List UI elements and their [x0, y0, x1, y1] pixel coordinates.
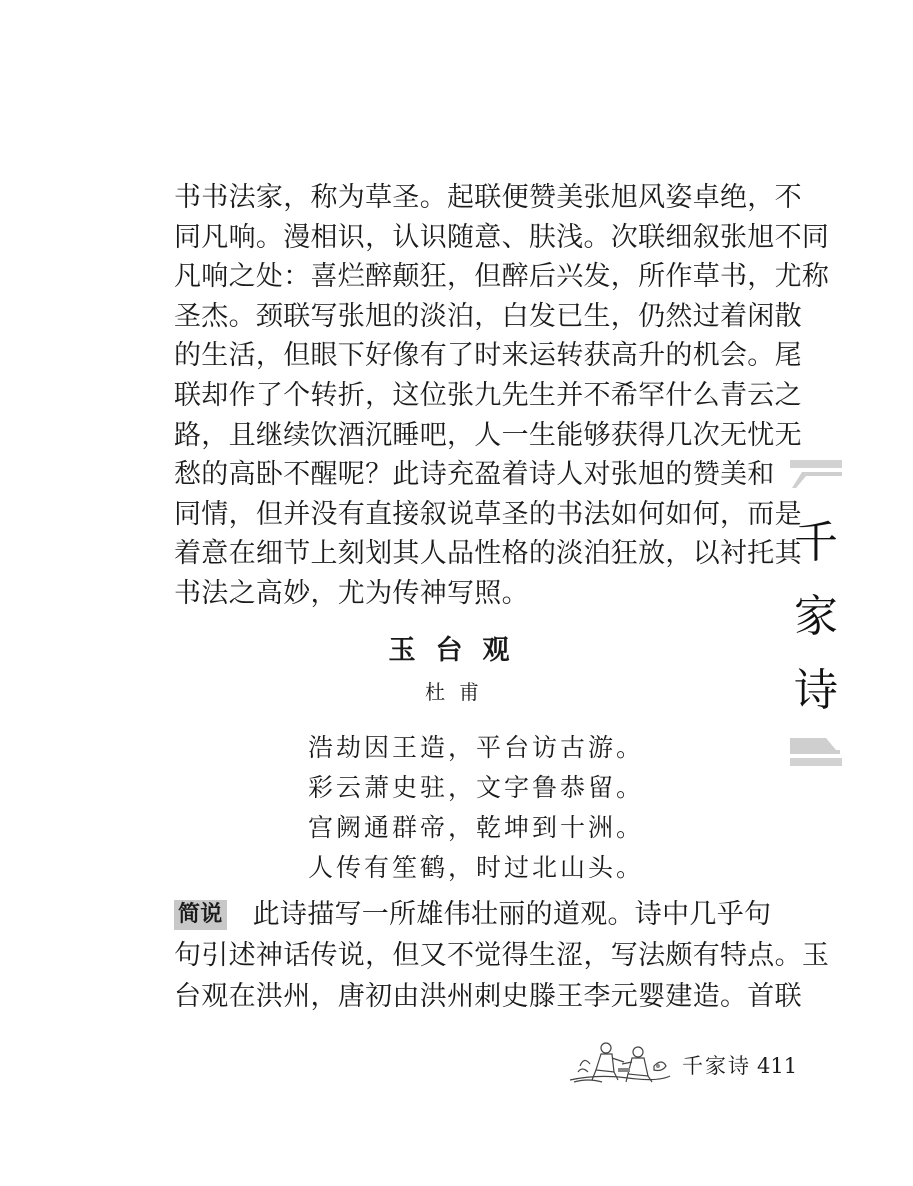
paragraph-line: 同凡响。漫相识，认识随意、肤浅。次联细叙张旭不同 — [174, 221, 830, 253]
poem-line: 人传有笙鹤，时过北山头。 — [308, 853, 645, 882]
paragraph-line: 圣杰。颈联写张旭的淡泊，白发已生，仍然过着闲散 — [174, 300, 802, 332]
note-line — [174, 894, 772, 935]
page-number: 411 — [757, 1054, 798, 1078]
chapter-side-tab — [790, 460, 842, 766]
poem-body — [308, 728, 644, 888]
tab-char: 千 — [794, 517, 838, 568]
paragraph-line: 同情，但并没有直接叙说草圣的书法如何如何，而是 — [174, 498, 802, 530]
commentary-paragraph — [174, 178, 830, 614]
note-line: 句引述神话传说，但又不觉得生涩，写法颇有特点。玉 — [174, 940, 830, 971]
footer-label — [682, 1050, 797, 1080]
bracket-top-icon — [790, 470, 842, 490]
bracket-bottom-icon — [790, 736, 842, 756]
tab-characters — [790, 506, 842, 728]
page-footer — [568, 1036, 798, 1086]
poem-line: 浩劫因王造，平台访古游。 — [308, 733, 645, 762]
paragraph-line: 着意在细节上刻划其人品性格的淡泊狂放，以衬托其 — [174, 538, 802, 570]
scholars-illustration-icon — [568, 1036, 672, 1086]
note-first-text: 此诗描写一所雄伟壮丽的道观。诗中几乎句 — [252, 899, 772, 930]
paragraph-line: 联却作了个转折，这位张九先生并不希罕什么青云之 — [174, 379, 802, 411]
paragraph-line: 的生活，但眼下好像有了时来运转获高升的机会。尾 — [174, 340, 802, 372]
tab-char: 诗 — [794, 665, 838, 716]
paragraph-line: 书书法家，称为草圣。起联便赞美张旭风姿卓绝，不 — [174, 182, 802, 213]
paragraph-line: 路，且继续饮酒沉睡吧，人一生能够获得几次无忧无 — [174, 419, 802, 451]
poem-line: 彩云萧史驻，文字鲁恭留。 — [308, 773, 645, 802]
note-line: 台观在洪州，唐初由洪州刺史滕王李元婴建造。首联 — [174, 981, 802, 1012]
tab-char: 家 — [794, 591, 838, 642]
paragraph-line: 凡响之处：喜烂醉颠狂，但醉后兴发，所作草书，尤称 — [174, 261, 830, 293]
paragraph-line: 愁的高卧不醒呢？此诗充盈着诗人对张旭的赞美和 — [174, 459, 775, 491]
note-section — [174, 894, 830, 1017]
poem-title: 玉台观 — [388, 635, 530, 666]
note-tag: 简说 — [174, 900, 227, 930]
poem-line: 宫阙通群帝，乾坤到十洲。 — [308, 813, 645, 842]
book-title: 千家诗 — [682, 1054, 751, 1078]
tab-top-bar — [790, 460, 842, 468]
tab-bottom-bar — [790, 758, 842, 766]
poem-author: 杜甫 — [425, 680, 493, 704]
paragraph-line: 书法之高妙，尤为传神写照。 — [174, 577, 529, 609]
